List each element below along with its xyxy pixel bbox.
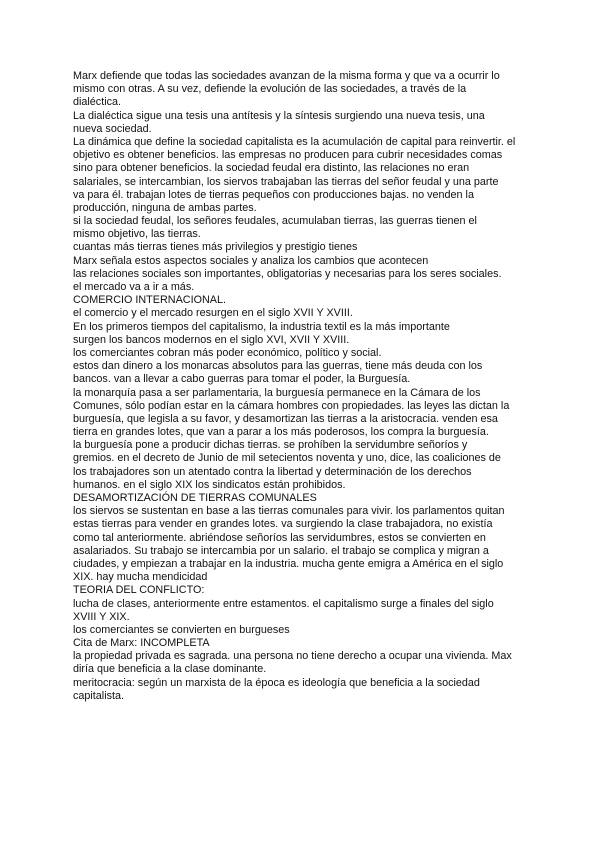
text-line: diría que beneficia a la clase dominante. <box>73 663 267 676</box>
document-body <box>73 70 532 703</box>
text-line: cuantas más tierras tienes más privilegios y prestigio tienes <box>73 241 358 254</box>
text-line: La dinámica que define la sociedad capitalista es la acumulación de capital para reinvertir. el <box>73 135 516 148</box>
text-line: el comercio y el mercado resurgen en el siglo XVII Y XVIII. <box>73 307 353 320</box>
text-line: estos dan dinero a los monarcas absolutos para las guerras, tiene más deuda con los <box>73 360 483 373</box>
text-line: tierra en grandes lotes, que van a parar a los más poderosos, los compra la burguesía. <box>73 426 489 439</box>
text-line: asalariados. Su trabajo se intercambia por un salario. el trabajo se complica y migran a <box>73 544 489 557</box>
text-line: La dialéctica sigue una tesis una antítesis y la síntesis surgiendo una nueva tesis, una <box>73 109 485 122</box>
text-line: lucha de clases, anteriormente entre estamentos. el capitalismo surge a finales del siglo <box>73 597 494 610</box>
section-heading: COMERCIO INTERNACIONAL. <box>73 294 226 307</box>
text-line: si la sociedad feudal, los señores feudales, acumulaban tierras, las guerras tienen el <box>73 215 477 228</box>
text-line: va para él. trabajan lotes de tierras pequeños con producciones bajas. no venden la <box>73 188 474 201</box>
text-line: el mercado va a ir a más. <box>73 281 195 293</box>
text-line: XVIII Y XIX. <box>73 610 130 623</box>
text-line: Marx señala estos aspectos sociales y analiza los cambios que acontecen <box>73 254 429 267</box>
text-line: producción, ninguna de ambas partes. <box>73 201 257 214</box>
text-line: En los primeros tiempos del capitalismo, la industria textil es la más importante <box>73 320 450 333</box>
text-line: los trabajadores son un atentado contra la libertad y determinación de los derechos <box>73 465 472 478</box>
text-line: la burguesía pone a producir dichas tierras. se prohíben la servidumbre señoríos y <box>73 439 468 452</box>
text-line: los comerciantes cobran más poder económico, político y social. <box>73 346 382 359</box>
text-line: los siervos se sustentan en base a las tierras comunales para vivir. los parlamentos quitan <box>73 505 505 518</box>
text-line: surgen los bancos modernos en el siglo XVI, XVII Y XVIII. <box>73 333 350 346</box>
text-line: ciudades, y empiezan a trabajar en la industria. mucha gente emigra a América en el siglo <box>73 557 504 570</box>
text-line: los comerciantes se convierten en burgueses <box>73 623 290 636</box>
text-line: nueva sociedad. <box>73 122 152 135</box>
text-line: la monarquía pasa a ser parlamentaria, la burguesía permanece en la Cámara de los <box>73 386 481 399</box>
text-line: como tal anteriormente. abriéndose señoríos las servidumbres, estos se convierten en <box>73 531 486 544</box>
text-line: estas tierras para vender en grandes lotes. va surgiendo la clase trabajadora, no existía <box>73 518 493 531</box>
text-line: humanos. en el siglo XIX los sindicatos están prohibidos. <box>73 478 346 491</box>
text-line: gremios. en el decreto de Junio de mil setecientos noventa y uno, dice, las coaliciones de <box>73 452 501 465</box>
text-line: meritocracia: según un marxista de la época es ideología que beneficia a la sociedad <box>73 676 480 689</box>
text-line: Comunes, sólo podían estar en la cámara hombres con propiedades. las leyes las dictan la <box>73 399 510 412</box>
section-heading: Cita de Marx: INCOMPLETA <box>73 637 210 650</box>
text-line: mismo objetivo, las tierras. <box>73 228 201 241</box>
text-line: las relaciones sociales son importantes, obligatorias y necesarias para los seres sociales. <box>73 267 502 280</box>
text-line: Marx defiende que todas las sociedades avanzan de la misma forma y que va a ocurrir lo <box>73 70 500 82</box>
section-heading: DESAMORTIZACIÓN DE TIERRAS COMUNALES <box>73 492 317 504</box>
text-line: objetivo es obtener beneficios. las empresas no producen para cubrir necesidades comas <box>73 149 503 162</box>
text-line: dialéctica. <box>73 96 122 109</box>
text-line: salariales, se intercambian, los siervos trabajaban las tierras del señor feudal y una parte <box>73 175 499 188</box>
text-line: capitalista. <box>73 689 125 702</box>
text-line: XIX. hay mucha mendicidad <box>73 571 208 584</box>
text-line: sino para obtener beneficios. la sociedad feudal era distinto, las relaciones no eran <box>73 162 470 175</box>
text-line: mismo con otras. A su vez, defiende la evolución de las sociedades, a través de la <box>73 83 467 96</box>
section-heading: TEORIA DEL CONFLICTO: <box>73 584 205 597</box>
text-line: burguesía, que legisla a su favor, y desamortizan las tierras a la aristocracia. venden esa <box>73 412 498 425</box>
text-line: bancos. van a llevar a cabo guerras para tomar el poder, la Burguesía. <box>73 373 411 386</box>
text-line: la propiedad privada es sagrada. una persona no tiene derecho a ocupar una vivienda. Max <box>73 650 512 663</box>
